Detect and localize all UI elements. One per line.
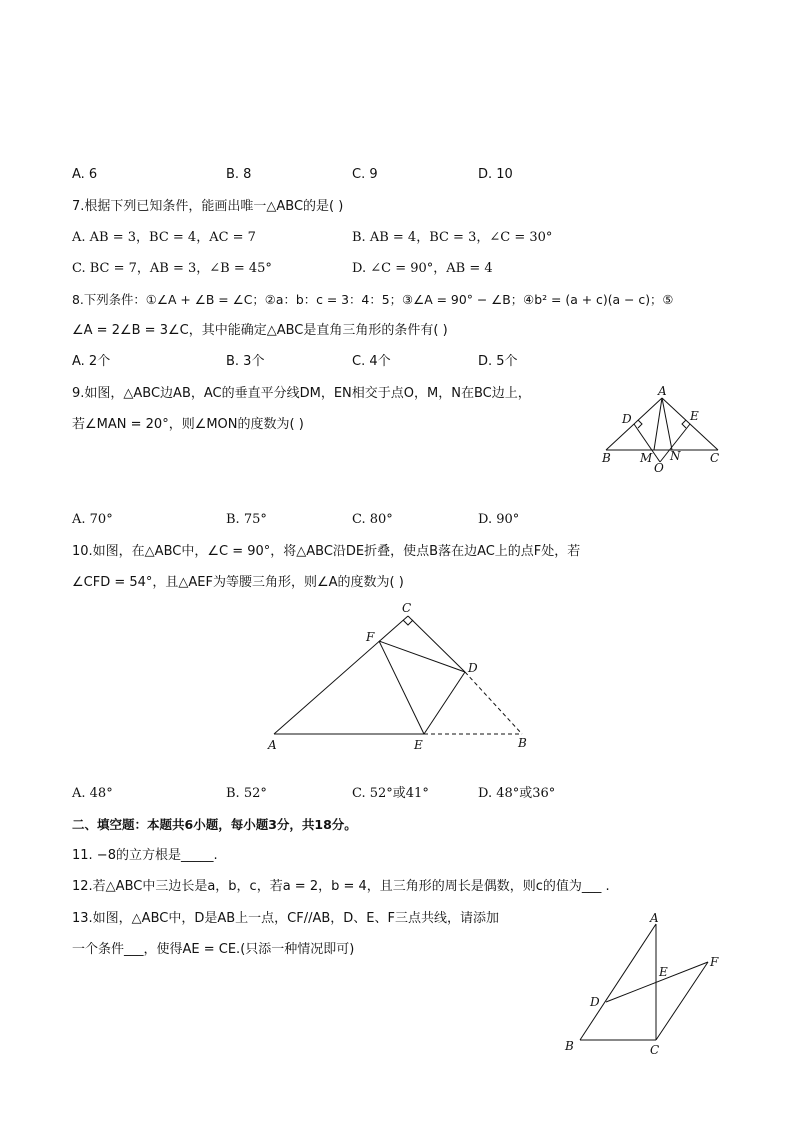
q13-label-a: A (650, 911, 659, 925)
q6-option-b: B. 8 (226, 167, 252, 182)
q6-option-c: C. 9 (352, 167, 378, 182)
q13-label-e: E (659, 965, 668, 979)
q10-option-d: D. 48°或36° (478, 786, 556, 801)
q13-label-b: B (565, 1039, 574, 1053)
q6-option-d: D. 10 (478, 167, 513, 182)
q9-stem-line1: 9.如图，△ABC边AB，AC的垂直平分线DM，EN相交于点O，M，N在BC边上， (72, 386, 531, 401)
q13-label-f: F (710, 955, 719, 969)
q9-option-c: C. 80° (352, 512, 393, 527)
q9-label-c: C (710, 451, 720, 465)
q10-label-c: C (402, 601, 412, 615)
q9-label-d: D (622, 412, 632, 426)
q10-label-b: B (518, 736, 527, 750)
q8-option-b: B. 3个 (226, 354, 265, 369)
q13-figure (560, 906, 730, 1056)
q10-label-a: A (268, 738, 277, 752)
q6-option-a: A. 6 (72, 167, 98, 182)
q10-label-d: D (468, 661, 478, 675)
q8-option-d: D. 5个 (478, 354, 518, 369)
section2-heading: 二、填空题：本题共6小题，每小题3分，共18分。 (72, 817, 357, 832)
q10-figure (262, 598, 542, 758)
q9-option-d: D. 90° (478, 512, 520, 527)
q7-option-a: A. AB = 3，BC = 4，AC = 7 (72, 230, 256, 245)
q9-label-e: E (690, 409, 699, 423)
q13-label-d: D (590, 995, 600, 1009)
q10-label-e: E (414, 738, 423, 752)
q9-label-n: N (670, 449, 681, 463)
q8-option-a: A. 2个 (72, 354, 111, 369)
q9-figure (596, 382, 726, 474)
q9-label-b: B (602, 451, 611, 465)
q10-label-f: F (366, 630, 375, 644)
q10-stem-line1: 10.如图，在△ABC中，∠C = 90°，将△ABC沿DE折叠，使点B落在边AC上的点F处，若 (72, 544, 581, 559)
q9-option-a: A. 70° (72, 512, 113, 527)
q7-stem: 7.根据下列已知条件，能画出唯一△ABC的是( ) (72, 199, 344, 214)
q10-option-b: B. 52° (226, 786, 267, 801)
q7-option-d: D. ∠C = 90°，AB = 4 (352, 261, 493, 276)
q9-label-m: M (640, 451, 653, 465)
q12-text: 12.若△ABC中三边长是a，b，c，若a = 2，b = 4，且三角形的周长是偶数，则c的值为___ . (72, 879, 610, 894)
q10-option-a: A. 48° (72, 786, 113, 801)
q8-stem-line1: 8.下列条件：①∠A + ∠B = ∠C；②a：b：c = 3：4：5；③∠A = 90° − ∠B；④b² = (a + c)(a − c)；⑤ (72, 292, 674, 307)
q9-label-a: A (658, 384, 667, 398)
q10-stem-line2: ∠CFD = 54°，且△AEF为等腰三角形，则∠A的度数为( ) (72, 575, 404, 590)
q13-label-c: C (650, 1043, 660, 1057)
q13-stem-line1: 13.如图，△ABC中，D是AB上一点，CF//AB，D、E、F三点共线，请添加 (72, 911, 499, 926)
q8-stem-line2: ∠A = 2∠B = 3∠C，其中能确定△ABC是直角三角形的条件有( ) (72, 323, 448, 338)
q7-option-b: B. AB = 4，BC = 3，∠C = 30° (352, 230, 553, 245)
q10-option-c: C. 52°或41° (352, 786, 429, 801)
q11-text: 11. −8的立方根是_____. (72, 848, 218, 863)
q8-option-c: C. 4个 (352, 354, 391, 369)
q9-label-o: O (654, 461, 664, 475)
q9-option-b: B. 75° (226, 512, 267, 527)
q7-option-c: C. BC = 7，AB = 3，∠B = 45° (72, 261, 272, 276)
q9-stem-line2: 若∠MAN = 20°，则∠MON的度数为( ) (72, 417, 304, 432)
q13-stem-line2: 一个条件___，使得AE = CE.(只添一种情况即可) (72, 942, 355, 957)
